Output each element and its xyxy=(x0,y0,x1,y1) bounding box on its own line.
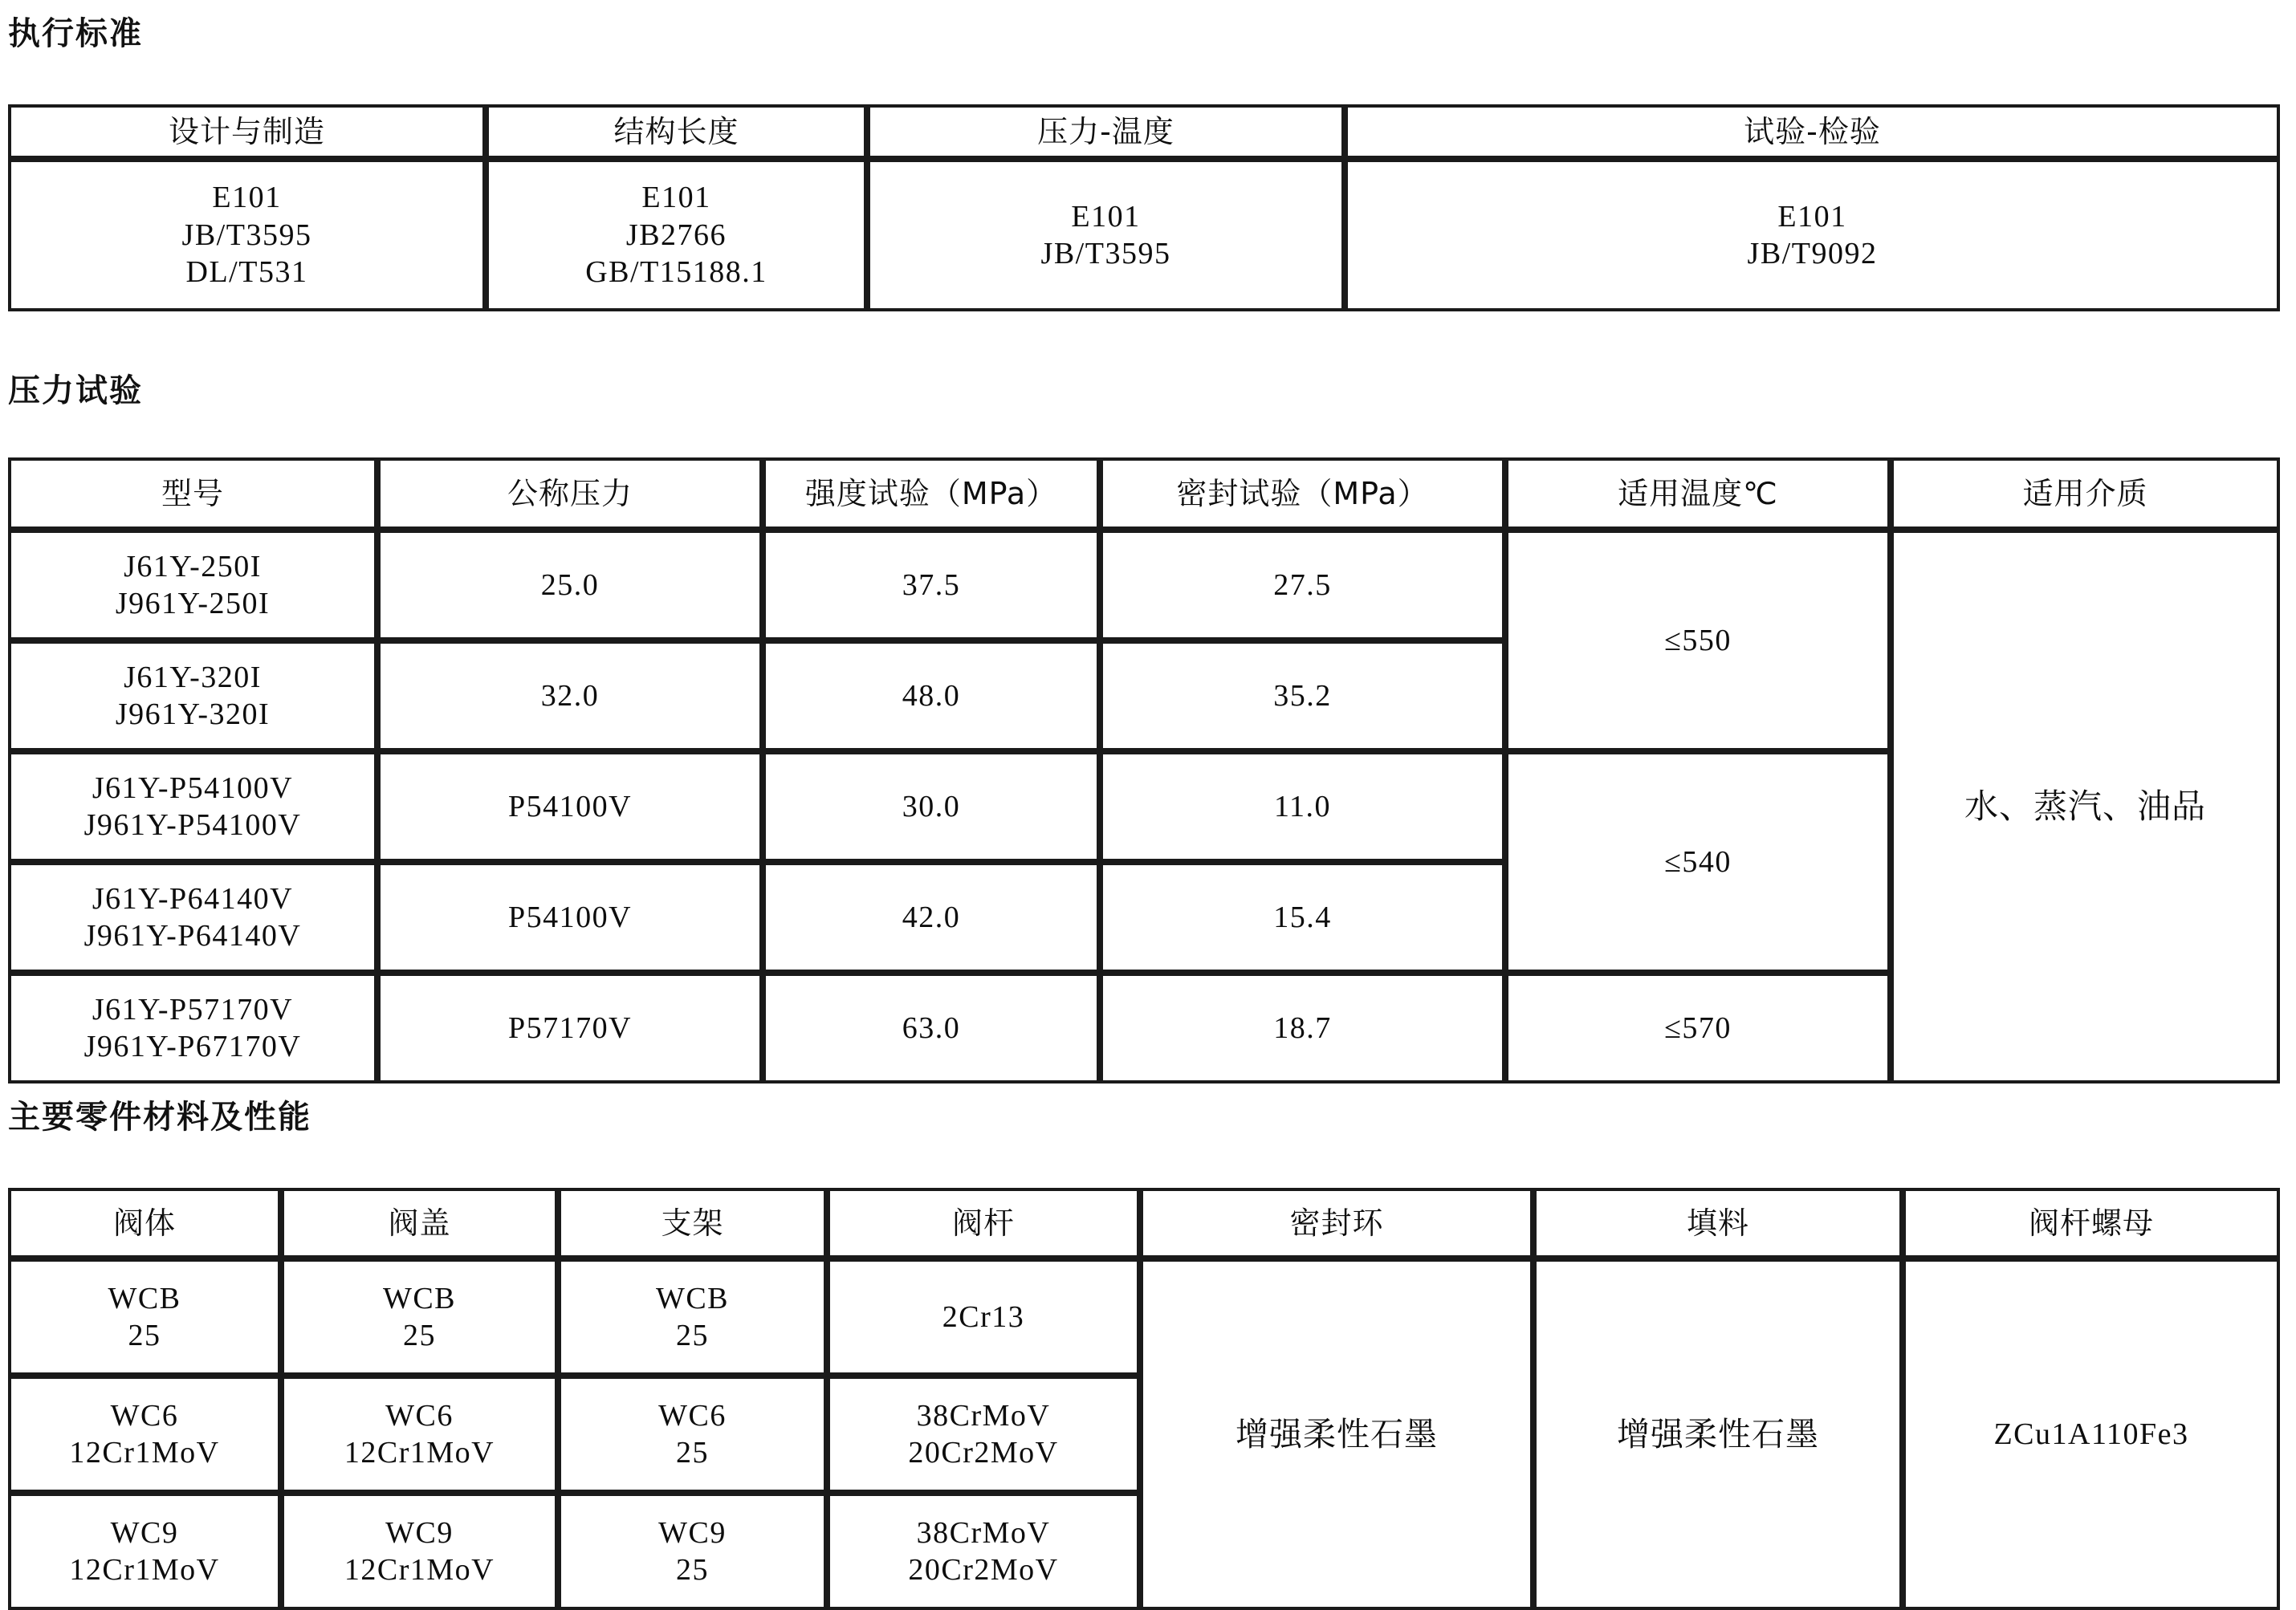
standards-cell-length xyxy=(486,159,867,311)
material-value: 20Cr2MoV xyxy=(908,1553,1059,1587)
standards-value: JB/T3595 xyxy=(1040,237,1171,270)
material-value: 2Cr13 xyxy=(942,1299,1025,1334)
pressure-cell-strength: 42.0 xyxy=(763,862,1100,973)
materials-cell-body xyxy=(8,1258,281,1376)
pressure-cell-nominal: P54100V xyxy=(377,862,763,973)
model-value: J961Y-250I xyxy=(115,587,271,620)
model-value: J61Y-P64140V xyxy=(92,881,294,916)
materials-header-packing: 填料 xyxy=(1533,1188,1903,1258)
materials-section-title: 主要零件材料及性能 xyxy=(8,1099,311,1136)
materials-header-body: 阀体 xyxy=(8,1188,281,1258)
material-value: WCB xyxy=(108,1281,181,1315)
pressure-header-model: 型号 xyxy=(8,457,377,530)
pressure-cell-seal: 27.5 xyxy=(1100,530,1505,640)
table-row xyxy=(8,1258,2280,1376)
materials-cell-body xyxy=(8,1376,281,1493)
pressure-section-title: 压力试验 xyxy=(8,372,143,409)
materials-cell-bracket xyxy=(558,1493,827,1610)
materials-cell-seal-ring: 增强柔性石墨 xyxy=(1140,1258,1533,1610)
pressure-header-nominal-pressure: 公称压力 xyxy=(377,457,763,530)
standards-value: JB/T3595 xyxy=(181,218,312,252)
material-value: 12Cr1MoV xyxy=(344,1436,495,1470)
materials-cell-bonnet xyxy=(281,1376,558,1493)
pressure-header-seal-test: 密封试验（MPa） xyxy=(1100,457,1505,530)
material-value: WC9 xyxy=(110,1515,179,1550)
pressure-cell-model xyxy=(8,862,377,973)
materials-header-bracket: 支架 xyxy=(558,1188,827,1258)
pressure-test-table xyxy=(8,457,2280,1083)
pressure-header-strength-test: 强度试验（MPa） xyxy=(763,457,1100,530)
pressure-cell-nominal: 25.0 xyxy=(377,530,763,640)
standards-section-title: 执行标准 xyxy=(8,15,143,52)
materials-header-bonnet: 阀盖 xyxy=(281,1188,558,1258)
material-value: 38CrMoV xyxy=(916,1398,1051,1433)
material-value: 25 xyxy=(676,1436,709,1470)
material-value: 25 xyxy=(676,1319,709,1352)
standards-value: E101 xyxy=(212,181,282,215)
materials-cell-bonnet xyxy=(281,1493,558,1610)
pressure-cell-temperature: ≤570 xyxy=(1505,973,1891,1083)
standards-value: E101 xyxy=(641,181,711,215)
pressure-cell-nominal: 32.0 xyxy=(377,640,763,751)
materials-cell-bracket xyxy=(558,1258,827,1376)
materials-header-seal-ring: 密封环 xyxy=(1140,1188,1533,1258)
material-value: WC9 xyxy=(658,1515,727,1550)
material-value: 38CrMoV xyxy=(916,1515,1051,1550)
standards-table xyxy=(8,104,2280,311)
material-value: WC6 xyxy=(385,1398,454,1433)
materials-cell-bonnet xyxy=(281,1258,558,1376)
pressure-cell-model xyxy=(8,973,377,1083)
pressure-cell-nominal: P57170V xyxy=(377,973,763,1083)
pressure-cell-strength: 37.5 xyxy=(763,530,1100,640)
material-value: 20Cr2MoV xyxy=(908,1436,1059,1470)
pressure-cell-seal: 18.7 xyxy=(1100,973,1505,1083)
model-value: J61Y-320I xyxy=(124,660,262,694)
pressure-cell-temperature: ≤540 xyxy=(1505,751,1891,973)
pressure-cell-temperature: ≤550 xyxy=(1505,530,1891,751)
materials-header-stem: 阀杆 xyxy=(827,1188,1140,1258)
standards-value: JB/T9092 xyxy=(1747,237,1878,270)
pressure-cell-model xyxy=(8,530,377,640)
material-value: 12Cr1MoV xyxy=(69,1553,220,1587)
material-value: WC6 xyxy=(110,1398,179,1433)
material-value: WCB xyxy=(382,1281,457,1315)
materials-cell-packing: 增强柔性石墨 xyxy=(1533,1258,1903,1610)
table-row xyxy=(8,457,2280,530)
materials-cell-stem xyxy=(827,1376,1140,1493)
model-value: J61Y-P54100V xyxy=(92,770,294,805)
pressure-cell-seal: 11.0 xyxy=(1100,751,1505,862)
pressure-cell-nominal: P54100V xyxy=(377,751,763,862)
pressure-cell-strength: 30.0 xyxy=(763,751,1100,862)
materials-table xyxy=(8,1188,2280,1610)
model-value: J961Y-320I xyxy=(115,697,271,731)
material-value: 12Cr1MoV xyxy=(69,1436,220,1470)
materials-header-stem-nut: 阀杆螺母 xyxy=(1903,1188,2280,1258)
pressure-header-medium: 适用介质 xyxy=(1891,457,2280,530)
material-value: WCB xyxy=(655,1281,730,1315)
standards-header-pressure-temp: 压力-温度 xyxy=(867,104,1345,159)
pressure-cell-model xyxy=(8,640,377,751)
pressure-cell-medium: 水、蒸汽、油品 xyxy=(1891,530,2280,1083)
pressure-cell-strength: 48.0 xyxy=(763,640,1100,751)
standards-value: E101 xyxy=(1777,199,1847,234)
pressure-cell-model xyxy=(8,751,377,862)
material-value: 12Cr1MoV xyxy=(344,1553,495,1587)
pressure-header-temperature: 适用温度℃ xyxy=(1505,457,1891,530)
materials-cell-stem xyxy=(827,1258,1140,1376)
pressure-cell-seal: 15.4 xyxy=(1100,862,1505,973)
standards-header-design: 设计与制造 xyxy=(8,104,486,159)
standards-value: E101 xyxy=(1071,199,1141,234)
materials-cell-stem xyxy=(827,1493,1140,1610)
standards-header-test-inspection: 试验-检验 xyxy=(1345,104,2280,159)
table-row xyxy=(8,530,2280,640)
table-row xyxy=(8,1188,2280,1258)
standards-value: JB2766 xyxy=(625,218,727,252)
standards-header-length: 结构长度 xyxy=(486,104,867,159)
model-value: J61Y-P57170V xyxy=(92,992,294,1027)
material-value: WC6 xyxy=(658,1398,727,1433)
model-value: J961Y-P64140V xyxy=(83,919,302,953)
materials-cell-stem-nut: ZCu1A110Fe3 xyxy=(1903,1258,2280,1610)
table-row xyxy=(8,159,2280,311)
model-value: J961Y-P54100V xyxy=(83,808,302,842)
model-value: J61Y-250I xyxy=(124,549,262,583)
standards-cell-pressure-temp xyxy=(867,159,1345,311)
materials-cell-bracket xyxy=(558,1376,827,1493)
standards-cell-design xyxy=(8,159,486,311)
pressure-cell-strength: 63.0 xyxy=(763,973,1100,1083)
standards-value: DL/T531 xyxy=(185,255,308,290)
model-value: J961Y-P67170V xyxy=(83,1030,302,1063)
material-value: 25 xyxy=(128,1319,161,1352)
standards-cell-test-inspection xyxy=(1345,159,2280,311)
pressure-cell-seal: 35.2 xyxy=(1100,640,1505,751)
material-value: 25 xyxy=(676,1553,709,1587)
standards-value: GB/T15188.1 xyxy=(585,255,767,290)
table-row xyxy=(8,104,2280,159)
materials-cell-body xyxy=(8,1493,281,1610)
material-value: 25 xyxy=(403,1319,436,1352)
material-value: WC9 xyxy=(385,1515,454,1550)
